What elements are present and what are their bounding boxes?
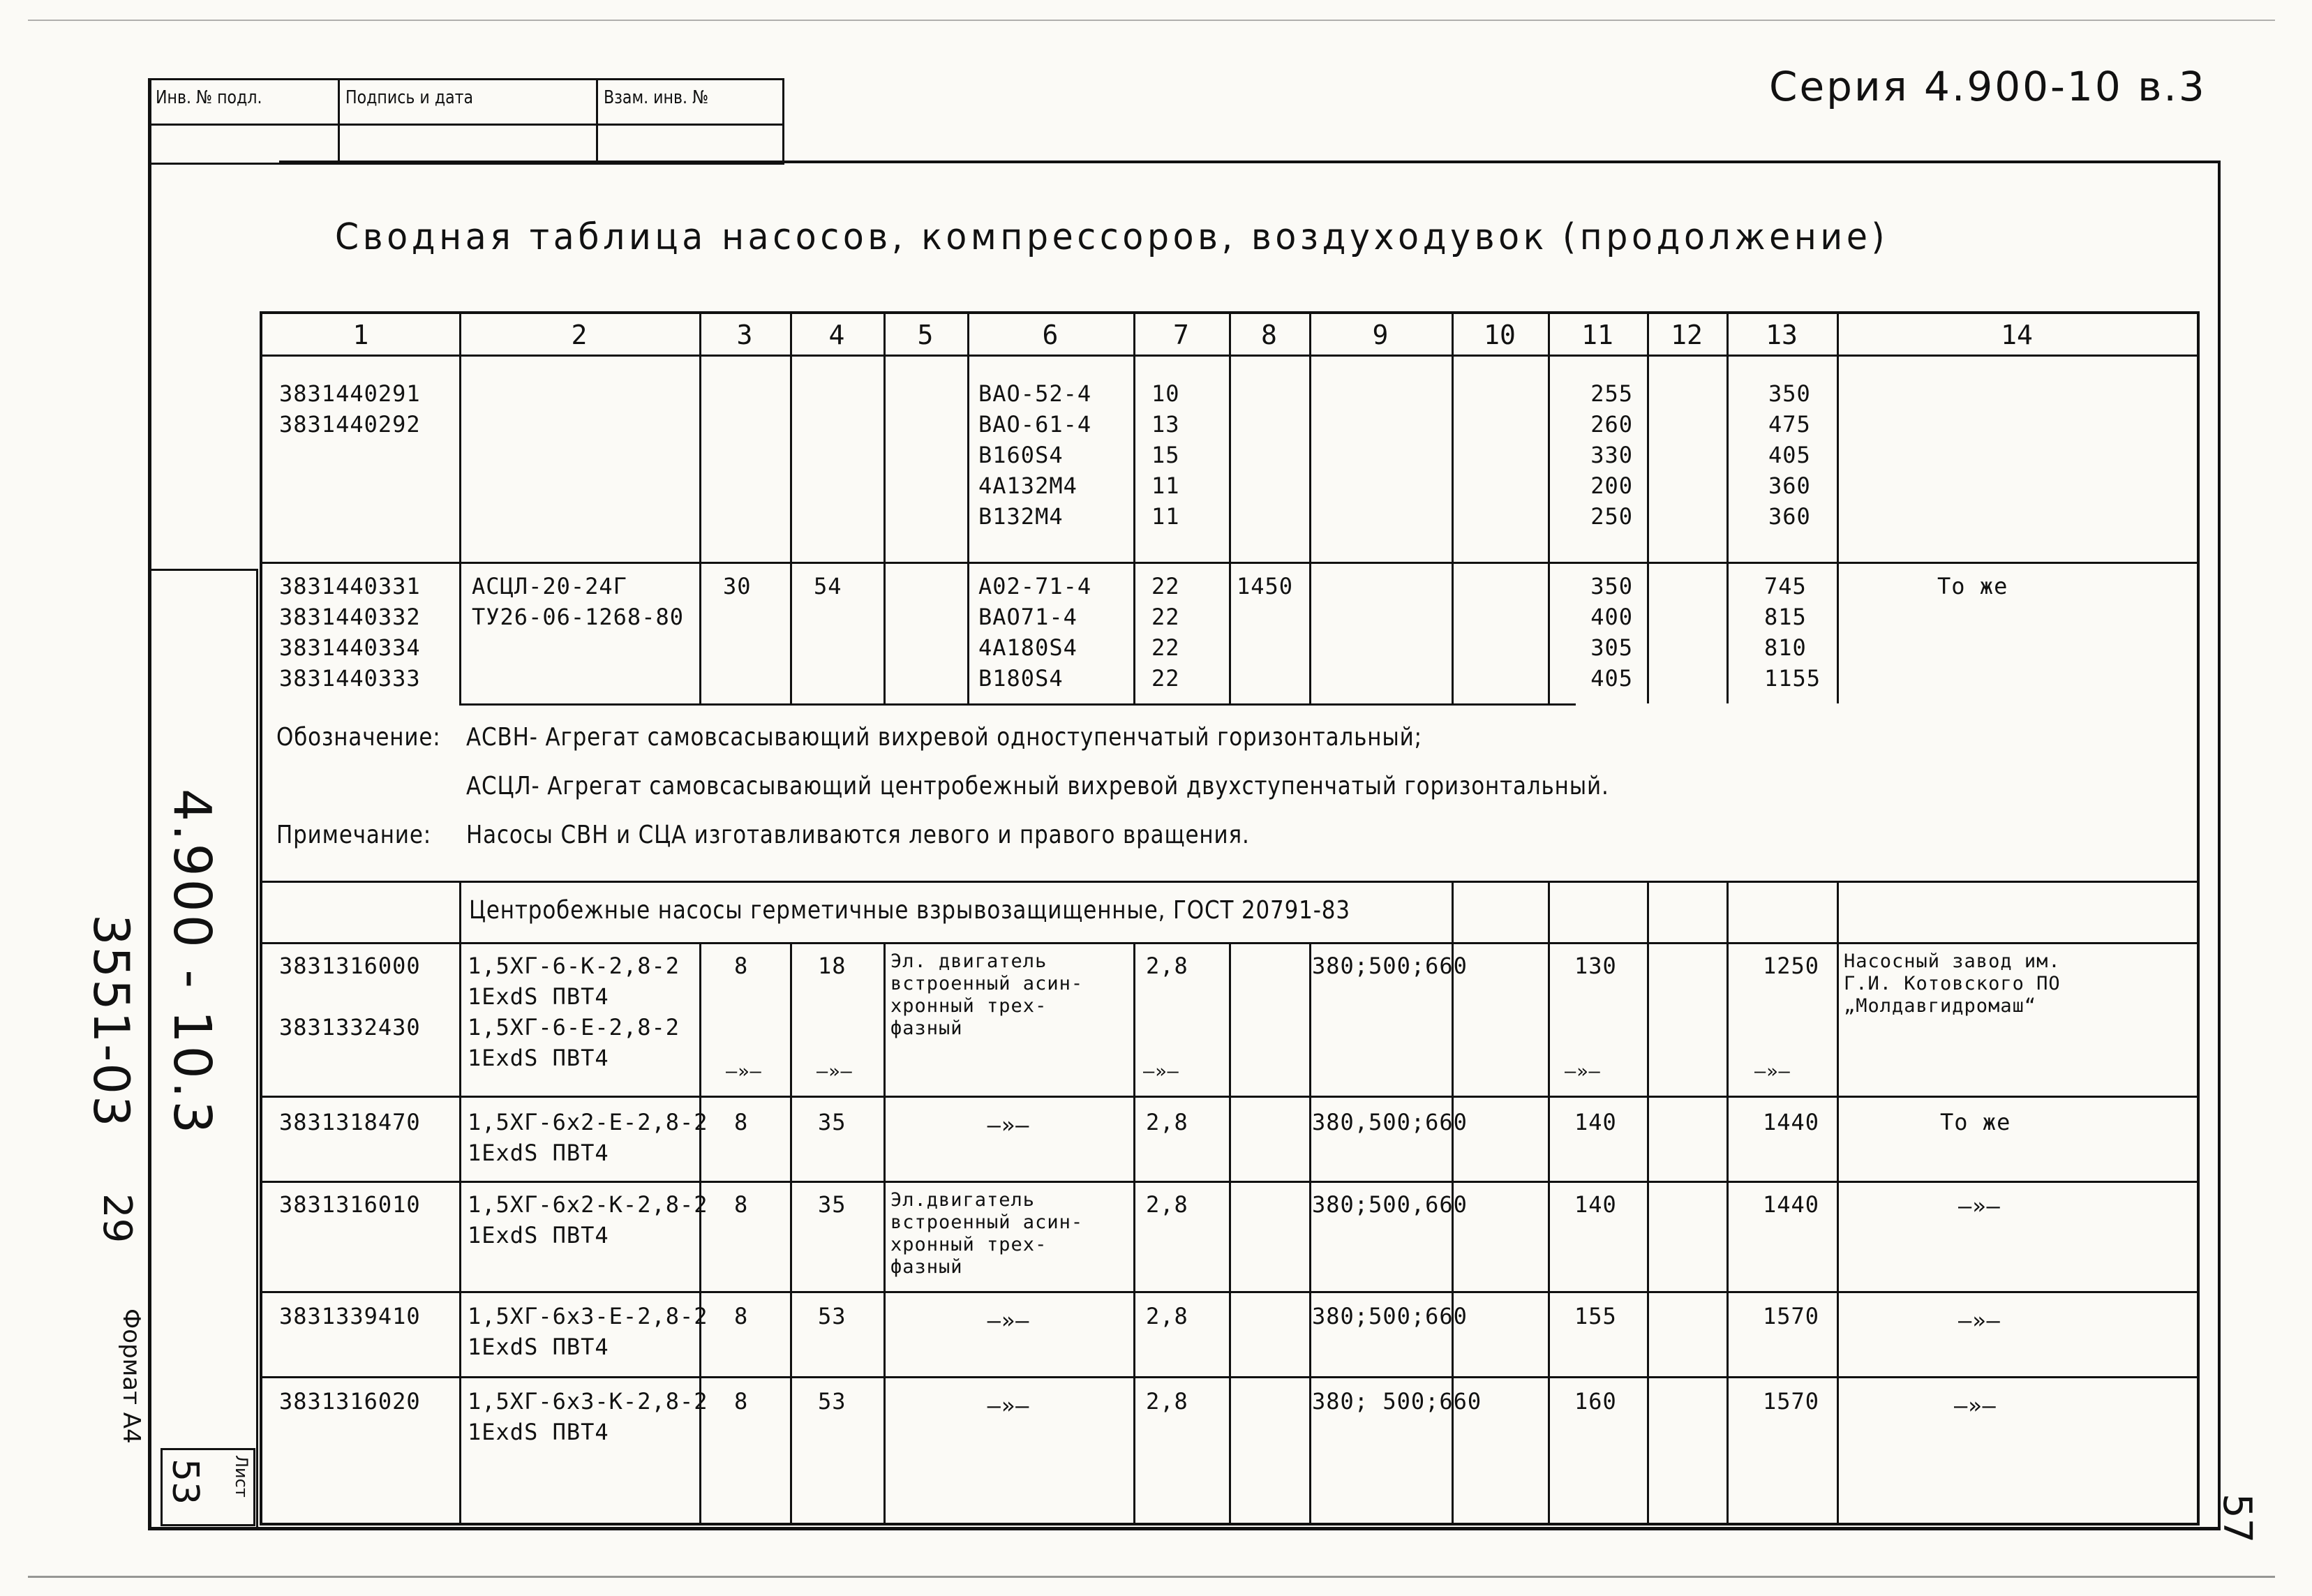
designation-label: Обозначение: [276, 723, 441, 752]
group1-col11: 255 260 330 200 250 [1590, 380, 1633, 530]
row-d-col9: 380;500;660 [1312, 1303, 1468, 1329]
row-divider [459, 703, 1576, 706]
row-a-col14: Насосный завод им. Г.И. Котовского ПО „Молдавгидромаш“ [1844, 950, 2061, 1017]
row-a-col7-ditto: —»— [1143, 1061, 1179, 1082]
row-c-col13: 1440 [1763, 1191, 1820, 1218]
frame-right-border [2218, 161, 2221, 1528]
header-col-3: 3 [736, 320, 753, 350]
header-col-12: 12 [1671, 320, 1703, 350]
row-b-col7: 2,8 [1146, 1109, 1188, 1135]
row-c-col4: 35 [818, 1191, 847, 1218]
row-a-model: 1,5ХГ-6-К-2,8-2 1ЕхdS ПВТ4 1,5ХГ-6-Е-2,8-2 1ЕхdS ПВТ4 [468, 953, 680, 1071]
page-title: Сводная таблица насосов, компрессоров, воздуходувок (продолжение) [335, 216, 1889, 258]
row-divider [262, 881, 2197, 883]
note-text: Насосы СВН и СЦА изготавливаются левого и правого вращения. [466, 821, 1250, 849]
header-col-1: 1 [352, 320, 369, 350]
header-col-5: 5 [917, 320, 934, 350]
col-divider [1548, 881, 1550, 1526]
col-divider [967, 314, 969, 703]
header-col-9: 9 [1372, 320, 1389, 350]
stamp-divider [150, 124, 782, 126]
row-a-codes: 3831316000 3831332430 [279, 953, 421, 1041]
row-e-col11: 160 [1574, 1388, 1617, 1415]
row-d-col13: 1570 [1763, 1303, 1820, 1329]
row-a-col11-ditto: —»— [1565, 1061, 1601, 1082]
row-c-col7: 2,8 [1146, 1191, 1188, 1218]
row-a-col4-ditto: —»— [816, 1061, 853, 1082]
header-col-6: 6 [1042, 320, 1059, 350]
row-c-col5: Эл.двигатель встроенный асин- хронный трех- фазный [890, 1189, 1084, 1278]
row-a-col7: 2,8 [1146, 953, 1188, 979]
row-d-col7: 2,8 [1146, 1303, 1188, 1329]
row-divider [262, 1181, 2197, 1183]
group2-motors: А02-71-4 ВАО71-4 4А180S4 В180S4 [978, 573, 1092, 692]
group1-motors: ВАО-52-4 ВАО-61-4 В160S4 4А132М4 В132М4 [978, 380, 1092, 530]
stamp-cell-sign [340, 80, 598, 163]
stamp-cell-replace [598, 80, 784, 163]
row-d-code: 3831339410 [279, 1303, 421, 1329]
col-divider [1309, 942, 1311, 1526]
row-e-model: 1,5ХГ-6х3-К-2,8-2 1ЕхdS ПВТ4 [468, 1388, 708, 1445]
group1-power: 10 13 15 11 11 [1151, 380, 1180, 530]
row-a-col4: 18 [818, 953, 847, 979]
row-d-col5: —»— [987, 1307, 1030, 1334]
header-col-4: 4 [828, 320, 845, 350]
col-divider [790, 314, 792, 703]
col-divider [1647, 314, 1649, 703]
header-divider [262, 355, 2197, 357]
row-divider [262, 1376, 2197, 1378]
row-b-model: 1,5ХГ-6х2-Е-2,8-2 1ЕхdS ПВТ4 [468, 1109, 708, 1166]
row-a-col13-ditto: —»— [1754, 1061, 1791, 1082]
group2-power: 22 22 22 22 [1151, 573, 1180, 692]
group2-col11: 350 400 305 405 [1590, 573, 1633, 692]
header-col-8: 8 [1261, 320, 1277, 350]
row-c-col14: —»— [1958, 1193, 2001, 1219]
row-d-col14: —»— [1958, 1307, 2001, 1334]
note-label: Примечание: [276, 821, 432, 849]
col-divider [1837, 881, 1839, 1526]
series-label: Серия 4.900-10 в.3 [1769, 63, 2207, 110]
summary-table [260, 311, 2200, 1526]
row-b-col14: То же [1940, 1109, 2011, 1135]
group1-col13: 350 475 405 360 360 [1768, 380, 1811, 530]
designation-text: АСВН- Агрегат самовсасывающий вихревой одноступенчатый горизонтальный; АСЦЛ- Агрегат самовсасывающий центробежный вихревой двухступенчатый горизонтальный. [466, 723, 1609, 800]
row-e-col13: 1570 [1763, 1388, 1820, 1415]
row-divider [262, 562, 2197, 564]
row-a-col5: Эл. двигатель встроенный асин- хронный трех- фазный [890, 950, 1084, 1039]
row-d-col4: 53 [818, 1303, 847, 1329]
row-c-col3: 8 [734, 1191, 749, 1218]
col-divider [1229, 314, 1231, 703]
col-divider [1726, 314, 1729, 703]
col-divider [459, 881, 461, 1526]
col-divider [1133, 942, 1135, 1526]
group2-codes: 3831440331 3831440332 3831440334 3831440333 [279, 573, 421, 692]
row-c-col11: 140 [1574, 1191, 1617, 1218]
row-e-col3: 8 [734, 1388, 749, 1415]
row-a-col9: 380;500;660 [1312, 953, 1468, 979]
col-divider [1452, 314, 1454, 703]
group1-codes: 3831440291 3831440292 [279, 380, 421, 438]
row-e-code: 3831316020 [279, 1388, 421, 1415]
page-number: 57 [2214, 1493, 2260, 1544]
stamp-replace-label: Взам. инв. № [604, 87, 709, 108]
sheet-number: 53 [164, 1459, 206, 1505]
row-divider [262, 1096, 2197, 1098]
row-d-col3: 8 [734, 1303, 749, 1329]
header-col-14: 14 [2001, 320, 2033, 350]
row-b-col3: 8 [734, 1109, 749, 1135]
row-d-col11: 155 [1574, 1303, 1617, 1329]
row-b-code: 3831318470 [279, 1109, 421, 1135]
title-stamp [148, 78, 784, 165]
row-d-model: 1,5ХГ-6х3-Е-2,8-2 1ЕхdS ПВТ4 [468, 1303, 708, 1360]
stamp-inv-label: Инв. № подл. [156, 87, 262, 108]
group2-col3: 30 [723, 573, 752, 599]
group2-col13: 745 815 810 1155 [1764, 573, 1821, 692]
stamp-sign-label: Подпись и дата [345, 87, 474, 108]
stamp-cell-inv [150, 80, 340, 163]
col-divider [790, 942, 792, 1526]
header-col-2: 2 [571, 320, 588, 350]
row-b-col9: 380,500;660 [1312, 1109, 1468, 1135]
col-divider [1647, 881, 1649, 1526]
frame-bottom-border [148, 1527, 2221, 1530]
row-a-col11: 130 [1574, 953, 1617, 979]
header-col-10: 10 [1484, 320, 1516, 350]
row-e-col9: 380; 500;660 [1312, 1388, 1482, 1415]
row-c-code: 3831316010 [279, 1191, 421, 1218]
col-divider [1726, 881, 1729, 1526]
group2-col14: То же [1937, 573, 2008, 599]
row-a-col13: 1250 [1763, 953, 1820, 979]
group2-col4: 54 [814, 573, 842, 599]
section-title: Центробежные насосы герметичные взрывозащищенные, ГОСТ 20791-83 [469, 896, 1350, 925]
scan-edge-top [28, 20, 2275, 21]
col-divider [1229, 942, 1231, 1526]
col-divider [883, 314, 886, 703]
row-c-col9: 380;500,660 [1312, 1191, 1468, 1218]
header-col-11: 11 [1581, 320, 1613, 350]
header-col-13: 13 [1766, 320, 1798, 350]
row-divider [262, 942, 2197, 944]
col-divider [1837, 314, 1839, 703]
col-divider [1309, 314, 1311, 703]
group2-model: АСЦЛ-20-24Г ТУ26-06-1268-80 [472, 573, 684, 630]
row-e-col4: 53 [818, 1388, 847, 1415]
row-a-col3: 8 [734, 953, 749, 979]
col-divider [699, 314, 701, 703]
row-e-col14: —»— [1954, 1392, 1997, 1419]
row-b-col5: —»— [987, 1112, 1030, 1138]
row-c-model: 1,5ХГ-6х2-К-2,8-2 1ЕхdS ПВТ4 [468, 1191, 708, 1248]
col-divider [1133, 314, 1135, 703]
row-divider [262, 1291, 2197, 1293]
row-b-col4: 35 [818, 1109, 847, 1135]
row-e-col5: —»— [987, 1392, 1030, 1419]
doc-code: 4.900 - 10.3 [162, 789, 222, 1137]
col-divider [459, 314, 461, 703]
scan-edge-bottom [28, 1576, 2275, 1578]
sheet-label: Лист [232, 1455, 251, 1498]
row-a-col3-ditto: —»— [726, 1061, 762, 1082]
row-e-col7: 2,8 [1146, 1388, 1188, 1415]
header-col-7: 7 [1173, 320, 1189, 350]
inventory-number: 3551-03 [82, 914, 140, 1128]
row-b-col13: 1440 [1763, 1109, 1820, 1135]
group2-col8: 1450 [1237, 573, 1294, 599]
col-divider [883, 942, 886, 1526]
format-label: Формат А4 [117, 1308, 145, 1444]
row-b-col11: 140 [1574, 1109, 1617, 1135]
margin-count: 29 [94, 1193, 140, 1244]
